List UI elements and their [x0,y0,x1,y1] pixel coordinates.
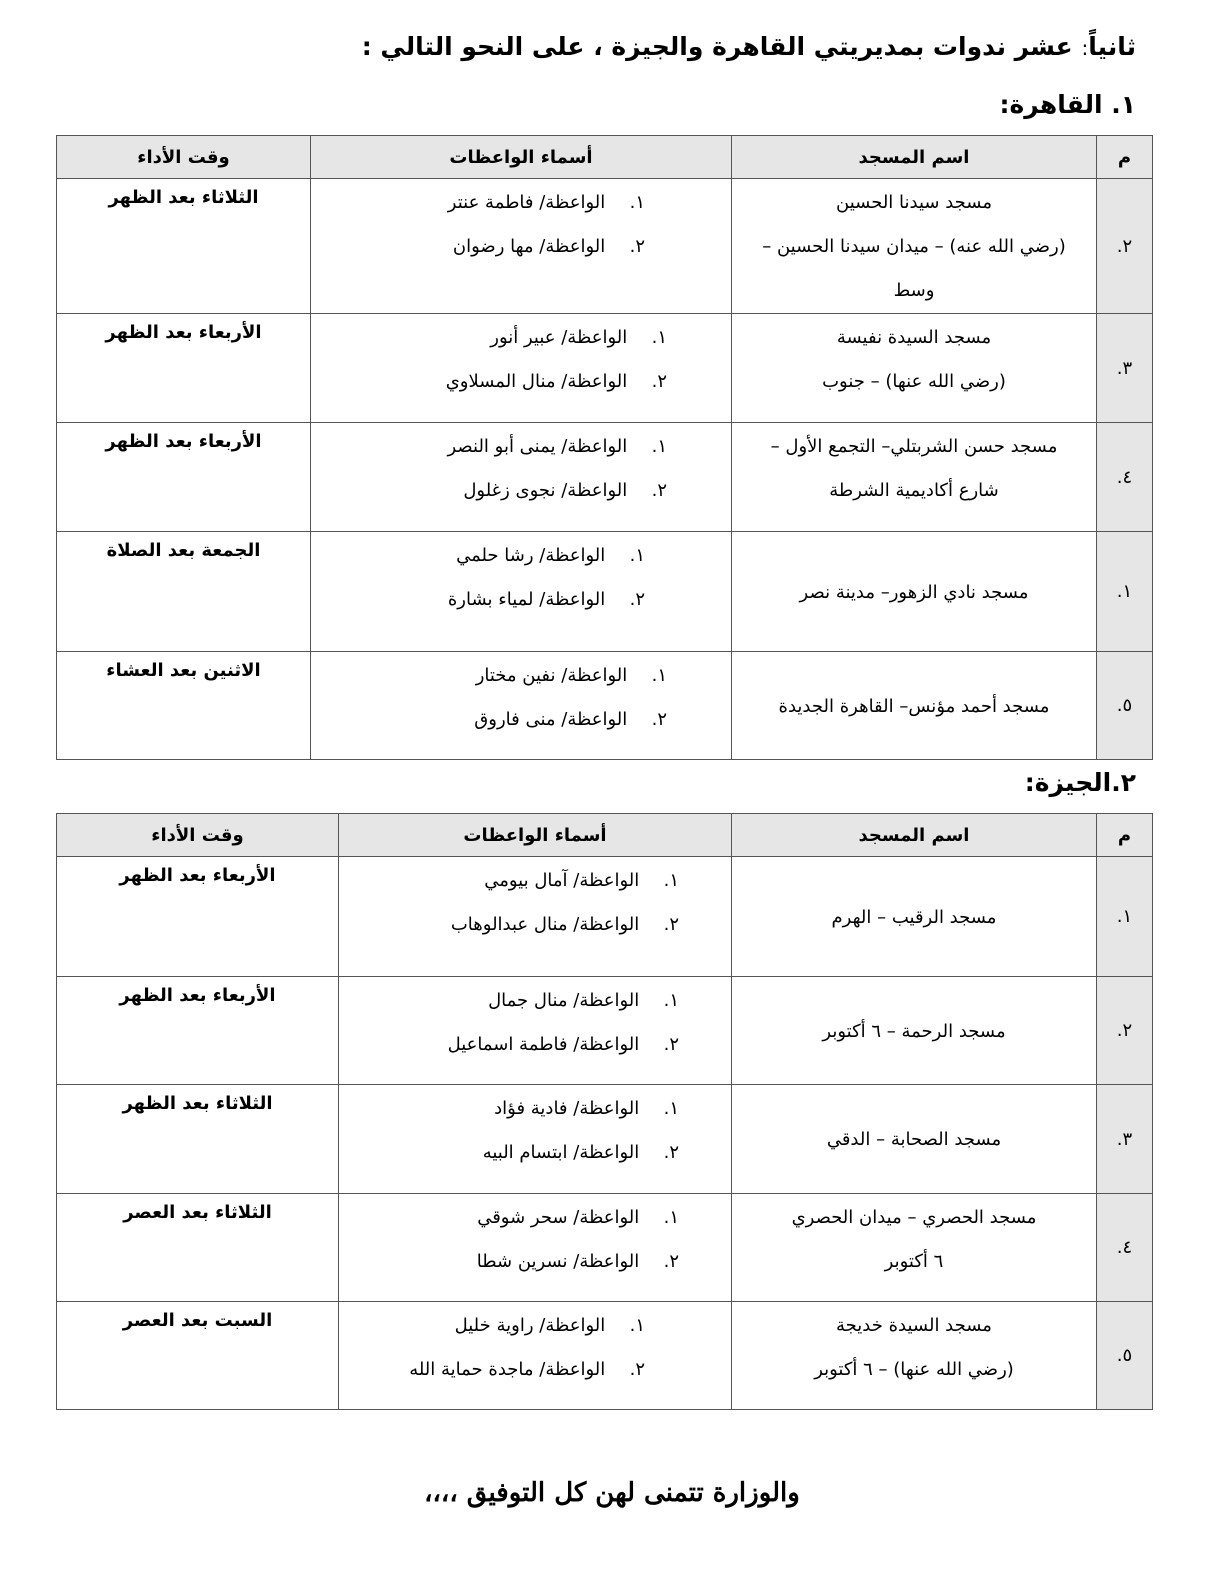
preacher-number: ١. [629,1315,645,1336]
preacher-number: ٢. [629,589,645,610]
preacher-item [339,903,679,947]
performance-time: الثلاثاء بعد العصر [57,1194,339,1302]
performance-time: الأربعاء بعد الظهر [57,977,339,1085]
preacher-item [339,1196,679,1240]
section-heading [362,32,1136,61]
table-row [57,1085,1153,1194]
col-header-num: م [1097,814,1153,857]
preacher-item [339,1304,645,1348]
mosque-name-line: مسجد نادي الزهور– مدينة نصر [799,581,1029,603]
preacher-item [311,469,667,513]
heading-prefix: ثانياً [1088,32,1136,61]
preacher-name: الواعظة/ آمال بيومي [484,870,640,891]
row-number: ٤. [1097,1194,1153,1302]
cairo-heading: ١. القاهرة: [999,90,1136,119]
col-header-preachers: أسماء الواعظات [311,136,732,179]
preachers-list [339,1194,732,1302]
table-row [57,1194,1153,1302]
preacher-number: ١. [663,990,679,1011]
col-header-mosque: اسم المسجد [732,814,1097,857]
table-row [57,423,1153,532]
mosque-name-line: ٦ أكتوبر [884,1251,944,1272]
preacher-item [339,1023,679,1067]
mosque-name [732,857,1097,977]
preachers-list [311,532,732,652]
preacher-number: ٢. [651,709,667,730]
row-number: ٢. [1097,977,1153,1085]
col-header-time: وقت الأداء [57,814,339,857]
mosque-name-line: مسجد الحصري – ميدان الحصري [791,1207,1037,1228]
preacher-item [311,425,667,469]
row-number: ٣. [1097,314,1153,423]
preacher-number: ٢. [663,1034,679,1055]
preachers-list [311,652,732,760]
mosque-name [732,532,1097,652]
preacher-name: الواعظة/ سحر شوقي [477,1207,640,1228]
preacher-name: الواعظة/ ابتسام البيه [482,1142,640,1163]
preachers-list [311,314,732,423]
preacher-item [311,578,645,622]
preacher-name: الواعظة/ فاطمة اسماعيل [447,1034,640,1055]
row-number: ٥. [1097,652,1153,760]
preacher-name: الواعظة/ لمياء بشارة [447,589,606,610]
giza-table-body [57,857,1153,1410]
preacher-name: الواعظة/ نفين مختار [475,665,628,686]
preacher-name: الواعظة/ راوية خليل [454,1315,606,1336]
mosque-name [732,179,1097,314]
table-header-row [57,136,1153,179]
mosque-name-line: (رضي الله عنه) – ميدان سيدنا الحسين – [762,236,1066,257]
preacher-name: الواعظة/ فادية فؤاد [494,1098,640,1119]
preacher-number: ١. [629,192,645,213]
table-header-row [57,814,1153,857]
table-row [57,1302,1153,1410]
preacher-item [311,698,667,742]
mosque-name-line: مسجد سيدنا الحسين [836,192,992,213]
row-number: ١. [1097,857,1153,977]
preacher-item [339,1087,679,1131]
preacher-number: ١. [663,1098,679,1119]
preachers-list [339,1302,732,1410]
performance-time: السبت بعد العصر [57,1302,339,1410]
mosque-name [732,1194,1097,1302]
preacher-item [339,1348,645,1392]
preacher-number: ٢. [663,1142,679,1163]
preacher-item [339,979,679,1023]
preacher-name: الواعظة/ ماجدة حماية الله [409,1359,606,1380]
preacher-item [311,316,667,360]
mosque-name [732,314,1097,423]
preacher-item [339,859,679,903]
mosque-name [732,1085,1097,1194]
mosque-name [732,423,1097,532]
col-header-mosque: اسم المسجد [732,136,1097,179]
preacher-number: ١. [663,1207,679,1228]
mosque-name-line: مسجد الصحابة – الدقي [826,1129,1002,1150]
mosque-name-line: مسجد السيدة نفيسة [836,327,992,348]
col-header-preachers: أسماء الواعظات [339,814,732,857]
col-header-num: م [1097,136,1153,179]
preacher-number: ١. [629,545,645,566]
preacher-item [311,654,667,698]
mosque-name-line: مسجد أحمد مؤنس– القاهرة الجديدة [778,695,1050,717]
row-number: ٥. [1097,1302,1153,1410]
giza-heading: ٢.الجيزة: [1024,768,1136,797]
row-number: ٤. [1097,423,1153,532]
preacher-name: الواعظة/ منال عبدالوهاب [450,914,640,935]
preacher-number: ١. [651,327,667,348]
mosque-name [732,977,1097,1085]
preacher-name: الواعظة/ منال المسلاوي [445,371,628,392]
performance-time: الثلاثاء بعد الظهر [57,179,311,314]
mosque-name-line: (رضي الله عنها) – ٦ أكتوبر [814,1359,1014,1380]
preacher-number: ٢. [663,1251,679,1272]
table-row [57,532,1153,652]
preacher-name: الواعظة/ منال جمال [488,990,640,1011]
performance-time: الاثنين بعد العشاء [57,652,311,760]
preacher-number: ٢. [629,1359,645,1380]
mosque-name-line: مسجد الرحمة – ٦ أكتوبر [822,1020,1006,1042]
preacher-name: الواعظة/ نسرين شطا [476,1251,640,1272]
preacher-name: الواعظة/ مها رضوان [452,236,606,257]
preacher-item [311,225,645,269]
preacher-name: الواعظة/ فاطمة عنتر [447,192,606,213]
col-header-time: وقت الأداء [57,136,311,179]
preacher-number: ٢. [629,236,645,257]
mosque-name-line: شارع أكاديمية الشرطة [829,480,999,501]
heading-colon: : [1081,36,1089,60]
preacher-number: ١. [651,436,667,457]
closing-line: والوزارة تتمنى لهن كل التوفيق ،،،، [424,1478,800,1508]
table-row [57,179,1153,314]
heading-text: عشر ندوات بمديريتي القاهرة والجيزة ، على النحو التالي : [361,32,1073,61]
mosque-name-line: مسجد السيدة خديجة [836,1315,992,1336]
performance-time: الجمعة بعد الصلاة [57,532,311,652]
preacher-name: الواعظة/ نجوى زغلول [463,480,628,501]
mosque-name [732,1302,1097,1410]
mosque-name-line: وسط [893,280,935,301]
giza-table [56,813,1153,1410]
preacher-name: الواعظة/ عبير أنور [490,327,628,348]
row-number: ٢. [1097,179,1153,314]
mosque-name-line: (رضي الله عنها) – جنوب [822,371,1006,392]
performance-time: الأربعاء بعد الظهر [57,314,311,423]
performance-time: الأربعاء بعد الظهر [57,857,339,977]
preacher-number: ١. [651,665,667,686]
table-row [57,977,1153,1085]
preacher-item [311,534,645,578]
mosque-name [732,652,1097,760]
preacher-number: ١. [663,870,679,891]
preacher-name: الواعظة/ رشا حلمي [456,545,606,566]
preachers-list [311,423,732,532]
cairo-table [56,135,1153,760]
preachers-list [339,857,732,977]
table-row [57,857,1153,977]
row-number: ١. [1097,532,1153,652]
preacher-name: الواعظة/ منى فاروق [474,709,628,730]
performance-time: الأربعاء بعد الظهر [57,423,311,532]
preacher-item [339,1240,679,1284]
preacher-item [339,1131,679,1175]
preachers-list [339,1085,732,1194]
row-number: ٣. [1097,1085,1153,1194]
preacher-item [311,360,667,404]
preacher-number: ٢. [651,371,667,392]
mosque-name-line: مسجد حسن الشربتلي– التجمع الأول – [770,436,1058,457]
preacher-name: الواعظة/ يمنى أبو النصر [447,436,628,457]
table-row [57,652,1153,760]
mosque-name-line: مسجد الرقيب – الهرم [831,906,997,928]
preachers-list [339,977,732,1085]
preachers-list [311,179,732,314]
preacher-number: ٢. [651,480,667,501]
preacher-number: ٢. [663,914,679,935]
table-row [57,314,1153,423]
cairo-table-body [57,179,1153,760]
preacher-item [311,181,645,225]
performance-time: الثلاثاء بعد الظهر [57,1085,339,1194]
